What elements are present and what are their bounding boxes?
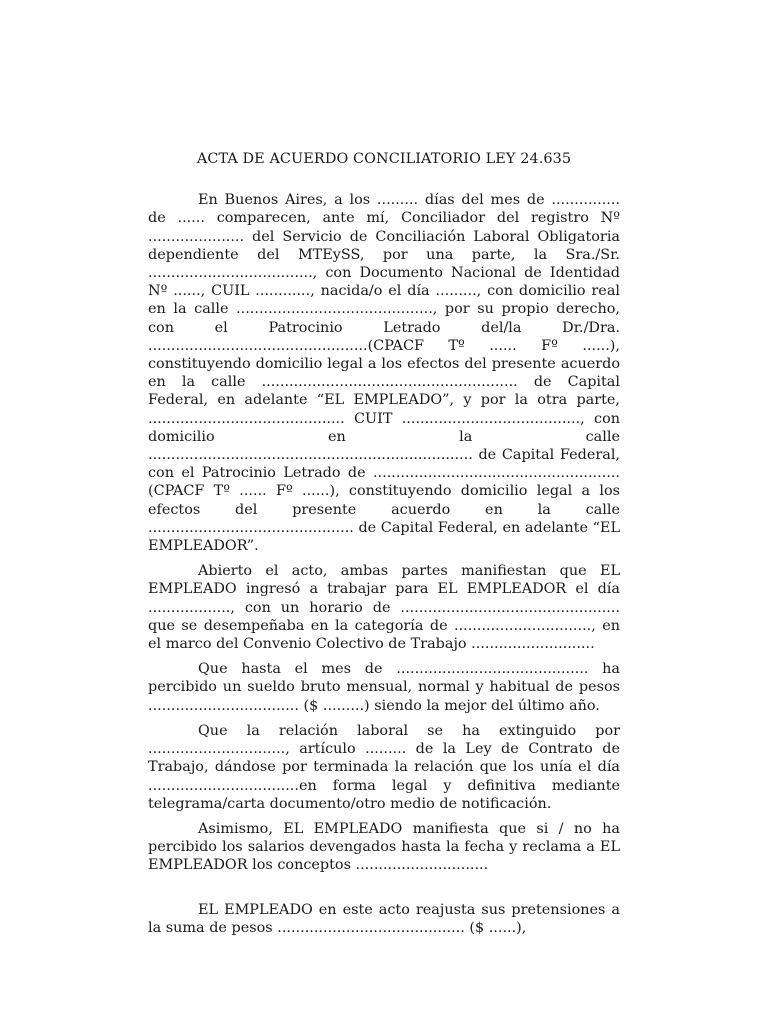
paragraph-extincion: Que la relación laboral se ha extinguido por .............................., artículo ......... de la Ley de Contrato de Trabajo, dándose por terminada la relación que los unía el día .................................en forma legal y definitiva mediante telegrama/carta documento/otro medio de notificación. xyxy=(148,722,620,812)
paragraph-sueldo: Que hasta el mes de .......................................... ha percibido un sueldo bruto mensual, normal y habitual de pesos ................................. ($ .........) siendo la mejor del último año. xyxy=(148,661,620,714)
paragraph-salarios: Asimismo, EL EMPLEADO manifiesta que si / no ha percibido los salarios devengados hasta la fecha y reclama a EL EMPLEADOR los conceptos ............................. xyxy=(148,820,620,874)
paragraph-reajuste: EL EMPLEADO en este acto reajusta sus pretensiones a la suma de pesos ......................................... ($ ......), xyxy=(148,901,620,936)
paragraph-ingreso: Abierto el acto, ambas partes manifiestan que EL EMPLEADO ingresó a trabajar para EL EMPLEADOR el día .................., con un horario de ................................................ que se desempeñaba en la categoría de .............................., en el marco del Convenio Colectivo de Trabajo ........................... xyxy=(148,563,620,653)
paragraph-comparecencia: En Buenos Aires, a los ......... días del mes de ............... de ...... comparecen, ante mí, Conciliador del registro Nº ..................... del Servicio de Conciliación Laboral Obligatoria dependiente del MTEySS, por una parte, la Sra./Sr. ...................................., con Documento Nacional de Identidad Nº ......, CUIL ............, nacida/o el día ........., con domicilio real en la calle ..........................................., por su propio derecho, con el Patrocinio Letrado del/la Dr./Dra. ................................................(CPACF Tº ...... Fº ......), constituyendo domicilio legal a los efectos del presente acuerdo en la calle ........................................................ de Capital Federal, en adelante “EL EMPLEADO”, y por la otra parte, ........................................... CUIT ......................................., con domicilio en la calle ....................................................................... de Capital Federal, con el Patrocinio Letrado de ...................................................... (CPACF Tº ...... Fº ......), constituyendo domicilio legal a los efectos del presente acuerdo en la calle ............................................. de Capital Federal, en adelante “EL EMPLEADOR”. xyxy=(148,192,620,555)
document-page xyxy=(148,150,620,944)
document-title: ACTA DE ACUERDO CONCILIATORIO LEY 24.635 xyxy=(196,151,572,167)
